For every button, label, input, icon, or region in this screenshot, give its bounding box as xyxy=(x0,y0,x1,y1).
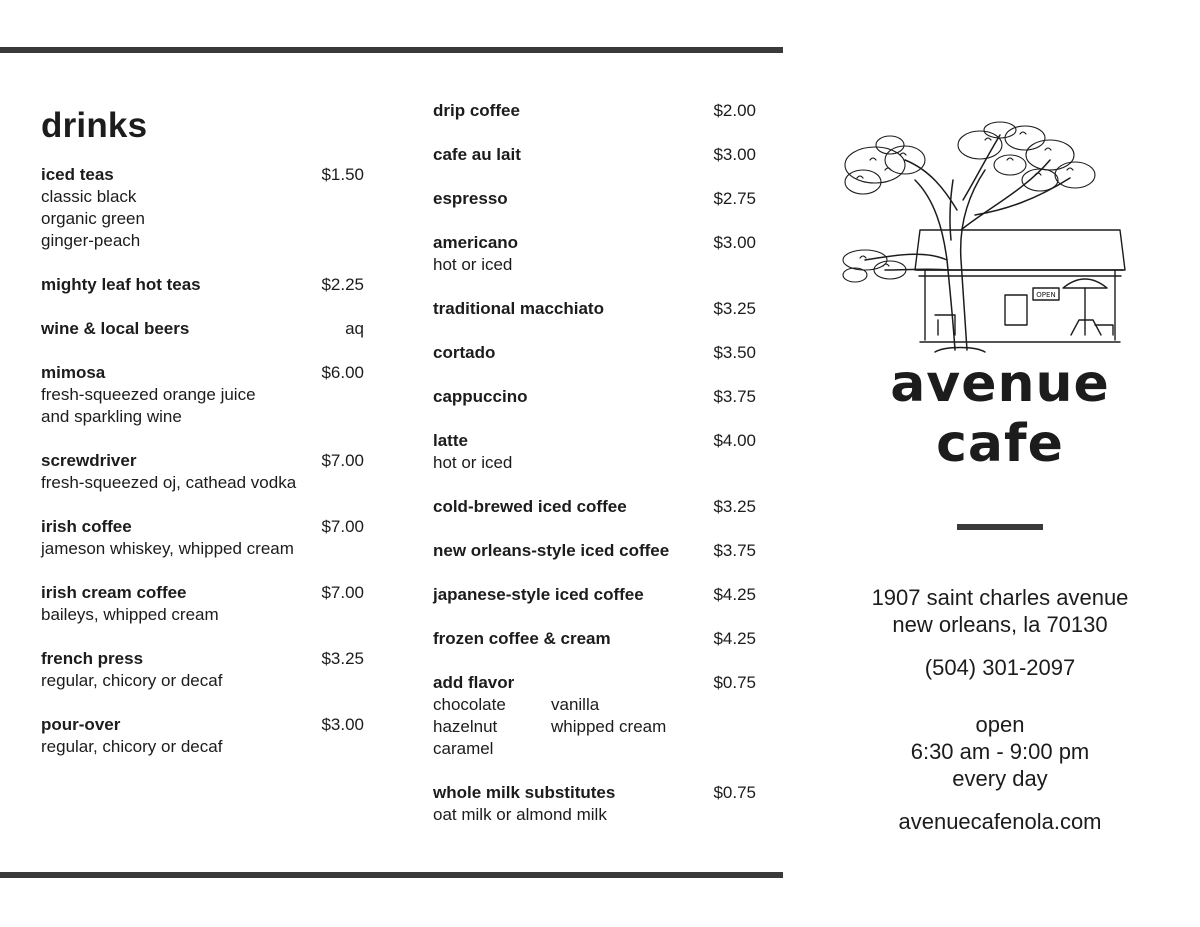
menu-item-price: $1.50 xyxy=(321,165,364,184)
flavor-option: vanilla xyxy=(551,695,600,714)
menu-item-description: regular, chicory or decaf xyxy=(41,671,223,690)
menu-item-price: $3.00 xyxy=(713,145,756,164)
menu-item-price: $2.25 xyxy=(321,275,364,294)
top-rule xyxy=(0,47,783,53)
menu-item-price: $4.25 xyxy=(713,629,756,648)
menu-item xyxy=(41,648,364,692)
open-sign-text: OPEN xyxy=(1036,291,1056,299)
menu-item-price: $0.75 xyxy=(713,783,756,802)
phone-number[interactable]: (504) 301-2097 xyxy=(924,655,1076,680)
menu-item-price: $0.75 xyxy=(713,673,756,692)
menu-item-price: $3.25 xyxy=(713,299,756,318)
menu-item xyxy=(41,450,364,494)
menu-list-left xyxy=(41,164,364,758)
menu-item-description: ginger-peach xyxy=(41,231,141,250)
menu-item xyxy=(41,362,364,428)
menu-item xyxy=(41,274,364,296)
hours-days: every day xyxy=(952,766,1048,791)
menu-column-right xyxy=(433,100,756,848)
menu-item-add-flavor xyxy=(433,672,756,760)
menu-item-description: hot or iced xyxy=(433,255,513,274)
menu-item xyxy=(433,386,756,408)
menu-item-price: $3.00 xyxy=(321,715,364,734)
menu-item-name: french press xyxy=(41,649,144,668)
website-link[interactable]: avenuecafenola.com xyxy=(898,809,1102,834)
menu-item-description: jameson whiskey, whipped cream xyxy=(41,539,294,558)
section-divider xyxy=(957,524,1043,530)
menu-item xyxy=(433,628,756,650)
menu-title: drinks xyxy=(41,106,148,145)
menu-item-price: $4.00 xyxy=(713,431,756,450)
cafe-tree-illustration xyxy=(835,120,1165,360)
menu-item-price: $3.00 xyxy=(713,233,756,252)
menu-item xyxy=(41,582,364,626)
flavor-option: chocolate xyxy=(433,695,506,714)
menu-item-price: $3.25 xyxy=(713,497,756,516)
menu-item-name: add flavor xyxy=(433,673,515,692)
menu-item-name: mimosa xyxy=(41,363,106,382)
menu-item-price: $2.75 xyxy=(713,189,756,208)
menu-item xyxy=(41,318,364,340)
menu-item-description: fresh-squeezed orange juice xyxy=(41,385,256,404)
menu-item-name: latte xyxy=(433,431,468,450)
menu-item-name: new orleans-style iced coffee xyxy=(433,541,670,560)
menu-item-price: $3.50 xyxy=(713,343,756,362)
flavor-options xyxy=(433,694,756,760)
menu-item-description: hot or iced xyxy=(433,453,513,472)
menu-list-right xyxy=(433,100,756,650)
menu-item-name: wine & local beers xyxy=(41,319,190,338)
menu-item-milk-substitutes xyxy=(433,782,756,826)
flavor-option: hazelnut xyxy=(433,717,498,736)
menu-item-name: traditional macchiato xyxy=(433,299,604,318)
menu-item-description: oat milk or almond milk xyxy=(433,805,607,824)
menu-item-price: $7.00 xyxy=(321,583,364,602)
cafe-info-panel xyxy=(820,120,1180,835)
menu-item-description: baileys, whipped cream xyxy=(41,605,219,624)
menu-item xyxy=(433,584,756,606)
menu-item-description: fresh-squeezed oj, cathead vodka xyxy=(41,473,297,492)
menu-item-name: espresso xyxy=(433,189,508,208)
menu-item-price: $4.25 xyxy=(713,585,756,604)
menu-item-description: regular, chicory or decaf xyxy=(41,737,223,756)
menu-item-name: cafe au lait xyxy=(433,145,521,164)
menu-item-name: pour-over xyxy=(41,715,121,734)
menu-item-description: classic black xyxy=(41,187,137,206)
menu-item-price: $6.00 xyxy=(321,363,364,382)
address-line-1: 1907 saint charles avenue xyxy=(871,585,1129,610)
menu-item-price: aq xyxy=(345,319,364,338)
menu-item xyxy=(41,714,364,758)
menu-item xyxy=(433,232,756,276)
hours-time: 6:30 am - 9:00 pm xyxy=(910,739,1090,764)
menu-item-name: iced teas xyxy=(41,165,114,184)
menu-item-price: $3.75 xyxy=(713,541,756,560)
menu-item xyxy=(433,144,756,166)
cafe-building-drawing xyxy=(915,230,1125,342)
menu-item-price: $3.25 xyxy=(321,649,364,668)
menu-item xyxy=(433,342,756,364)
menu-item-price: $7.00 xyxy=(321,451,364,470)
menu-item-description: organic green xyxy=(41,209,145,228)
menu-item-name: irish coffee xyxy=(41,517,132,536)
menu-item-name: frozen coffee & cream xyxy=(433,629,611,648)
menu-item xyxy=(41,164,364,252)
menu-item-name: japanese-style iced coffee xyxy=(433,585,644,604)
menu-item-name: whole milk substitutes xyxy=(433,783,616,802)
cafe-logo: avenue cafe xyxy=(890,354,1110,474)
menu-item-name: cold-brewed iced coffee xyxy=(433,497,627,516)
menu-item-name: irish cream coffee xyxy=(41,583,187,602)
menu-item-price: $2.00 xyxy=(713,101,756,120)
menu-item-name: mighty leaf hot teas xyxy=(41,275,201,294)
flavor-option: whipped cream xyxy=(551,717,667,736)
tree-trunk xyxy=(865,135,1070,352)
menu-item xyxy=(433,188,756,210)
menu-item-name: screwdriver xyxy=(41,451,137,470)
bottom-rule xyxy=(0,872,783,878)
hours-label: open xyxy=(975,712,1025,737)
menu-item-price: $3.75 xyxy=(713,387,756,406)
menu-item-name: drip coffee xyxy=(433,101,520,120)
menu-item-description: and sparkling wine xyxy=(41,407,182,426)
menu-item xyxy=(433,298,756,320)
menu-item-name: cortado xyxy=(433,343,496,362)
menu-item-price: $7.00 xyxy=(321,517,364,536)
menu-item-name: cappuccino xyxy=(433,387,528,406)
menu-item xyxy=(41,516,364,560)
menu-item-name: americano xyxy=(433,233,519,252)
address-line-2: new orleans, la 70130 xyxy=(892,612,1108,637)
flavor-option: caramel xyxy=(433,739,494,758)
menu-item xyxy=(433,540,756,562)
menu-item xyxy=(433,430,756,474)
menu-column-left xyxy=(41,100,364,780)
menu-item xyxy=(433,496,756,518)
menu-item xyxy=(433,100,756,122)
